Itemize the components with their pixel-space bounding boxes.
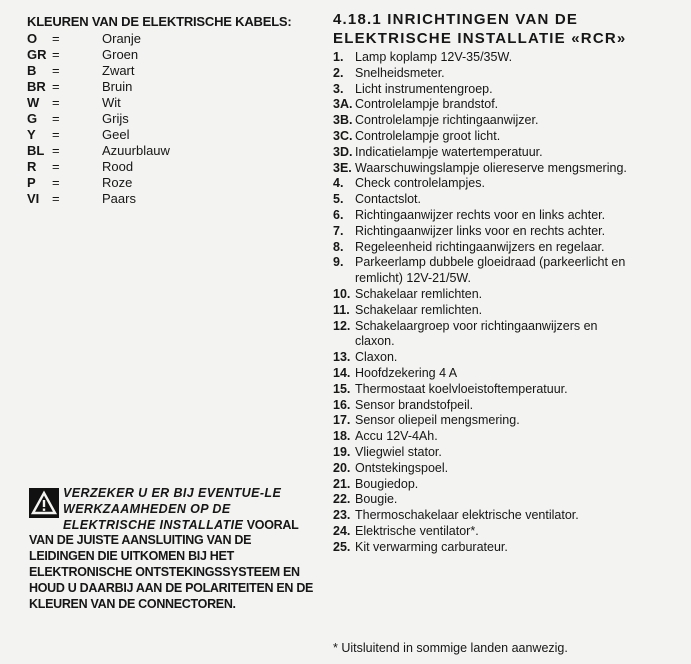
cable-color-list — [27, 31, 317, 207]
component-item — [333, 161, 633, 177]
equals-sign: = — [52, 95, 60, 110]
color-code: W — [27, 95, 40, 110]
component-number: 1. — [333, 50, 344, 64]
component-number: 17. — [333, 413, 351, 428]
component-item — [333, 398, 633, 414]
component-number: 24. — [333, 523, 351, 538]
color-row — [27, 159, 317, 175]
component-text: Controlelampje groot licht. — [355, 128, 501, 143]
component-item — [333, 224, 633, 240]
component-text: Bougie. — [355, 492, 398, 507]
cable-colors-title: KLEUREN VAN DE ELEKTRISCHE KABELS: — [27, 14, 292, 29]
component-item — [333, 255, 633, 287]
warning-block — [29, 486, 317, 612]
color-row — [27, 191, 317, 207]
color-code: P — [27, 175, 36, 190]
color-code: G — [27, 111, 38, 126]
component-item — [333, 445, 633, 461]
component-number: 3. — [333, 81, 344, 96]
component-item — [333, 303, 633, 319]
component-list — [333, 50, 633, 556]
component-number: 6. — [333, 207, 344, 222]
color-row — [27, 143, 317, 159]
component-item — [333, 240, 633, 256]
component-text: Bougiedop. — [355, 476, 419, 491]
color-name: Geel — [102, 127, 130, 142]
component-item — [333, 429, 633, 445]
color-name: Oranje — [102, 31, 142, 46]
component-text: Kit verwarming carburateur. — [355, 539, 508, 554]
component-number: 2. — [333, 65, 344, 80]
color-name: Bruin — [102, 79, 133, 94]
color-code: GR — [27, 47, 47, 62]
section-title-line-2: ELEKTRISCHE INSTALLATIE «RCR» — [333, 30, 627, 47]
component-number: 20. — [333, 460, 351, 475]
component-item — [333, 350, 633, 366]
section-title — [333, 10, 633, 48]
component-item — [333, 50, 633, 66]
component-text: Ontstekingspoel. — [355, 460, 449, 475]
color-code: O — [27, 31, 38, 46]
component-item — [333, 208, 633, 224]
component-item — [333, 129, 633, 145]
component-item — [333, 145, 633, 161]
component-text: Hoofdzekering 4 A — [355, 365, 458, 380]
equals-sign: = — [52, 143, 60, 158]
component-text: Controlelampje richtingaanwijzer. — [355, 113, 539, 128]
footnote: * Uitsluitend in sommige landen aanwezig. — [333, 641, 568, 655]
component-number: 15. — [333, 381, 351, 396]
color-row — [27, 63, 317, 79]
color-code: B — [27, 63, 37, 78]
component-number: 18. — [333, 429, 351, 444]
component-number: 5. — [333, 192, 344, 207]
color-name: Paars — [102, 191, 136, 206]
component-text: Contactslot. — [355, 192, 422, 207]
component-text: Claxon. — [355, 350, 398, 365]
component-item — [333, 524, 633, 540]
color-row — [27, 31, 317, 47]
color-name: Rood — [102, 159, 134, 174]
component-number: 19. — [333, 444, 351, 459]
component-number: 12. — [333, 318, 351, 333]
component-text: Waarschuwingslampje oliereserve mengsmering. — [355, 160, 627, 175]
component-number: 3E. — [333, 160, 352, 175]
color-row — [27, 47, 317, 63]
component-text: Schakelaargroep voor richtingaanwijzers en claxon. — [355, 318, 598, 349]
color-code: R — [27, 159, 37, 174]
component-item — [333, 113, 633, 129]
component-number: 11. — [333, 302, 350, 317]
color-row — [27, 127, 317, 143]
color-name: Grijs — [102, 111, 129, 126]
component-item — [333, 287, 633, 303]
component-text: Vliegwiel stator. — [355, 444, 442, 459]
component-item — [333, 66, 633, 82]
warning-emphasis: VERZEKER U ER BIJ EVENTUE-LE WERKZAAMHEDEN OP DE ELEKTRISCHE INSTALLATIE — [63, 486, 282, 532]
color-name: Groen — [102, 47, 139, 62]
component-text: Indicatielampje watertemperatuur. — [355, 144, 543, 159]
component-item — [333, 319, 633, 351]
component-text: Richtingaanwijzer rechts voor en links achter. — [355, 207, 606, 222]
color-name: Azuurblauw — [102, 143, 170, 158]
warning-icon — [29, 488, 59, 518]
component-text: Check controlelampjes. — [355, 176, 485, 191]
component-item — [333, 382, 633, 398]
component-number: 23. — [333, 508, 351, 523]
component-text: Richtingaanwijzer links voor en rechts achter. — [355, 223, 606, 238]
component-number: 3A. — [333, 97, 353, 112]
equals-sign: = — [52, 79, 60, 94]
component-text: Thermostaat koelvloeistoftemperatuur. — [355, 381, 568, 396]
component-text: Licht instrumentengroep. — [355, 81, 493, 96]
color-row — [27, 79, 317, 95]
component-item — [333, 366, 633, 382]
equals-sign: = — [52, 175, 60, 190]
color-code: Y — [27, 127, 36, 142]
equals-sign: = — [52, 127, 60, 142]
equals-sign: = — [52, 63, 60, 78]
component-number: 25. — [333, 539, 351, 554]
color-row — [27, 95, 317, 111]
equals-sign: = — [52, 191, 60, 206]
warning-text: VOORAL VAN DE JUISTE AANSLUITING VAN DE LEIDINGEN DIE UITKOMEN BIJ HET ELEKTRONISCHE ONTSTEKINGSSYSTEEM EN HOUD U DAARBIJ AAN DE POLARITEITEN EN DE KLEUREN VAN DE CONNECTOREN. — [29, 517, 314, 611]
component-number: 3D. — [333, 144, 353, 159]
component-number: 16. — [333, 397, 351, 412]
component-number: 10. — [333, 286, 351, 301]
equals-sign: = — [52, 47, 60, 62]
component-number: 22. — [333, 492, 351, 507]
component-item — [333, 192, 633, 208]
component-item — [333, 413, 633, 429]
component-text: Parkeerlamp dubbele gloeidraad (parkeerlicht en remlicht) 12V-21/5W. — [355, 255, 626, 286]
component-text: Thermoschakelaar elektrische ventilator. — [355, 508, 579, 523]
component-item — [333, 461, 633, 477]
color-code: BR — [27, 79, 46, 94]
component-item — [333, 540, 633, 556]
component-text: Accu 12V-4Ah. — [355, 429, 438, 444]
component-text: Schakelaar remlichten. — [355, 302, 483, 317]
component-item — [333, 508, 633, 524]
component-number: 21. — [333, 476, 351, 491]
component-item — [333, 477, 633, 493]
component-item — [333, 176, 633, 192]
component-item — [333, 82, 633, 98]
component-number: 9. — [333, 255, 344, 270]
component-text: Regeleenheid richtingaanwijzers en regelaar. — [355, 239, 605, 254]
component-number: 13. — [333, 350, 351, 365]
component-text: Controlelampje brandstof. — [355, 97, 499, 112]
equals-sign: = — [52, 31, 60, 46]
color-name: Wit — [102, 95, 121, 110]
component-number: 14. — [333, 365, 351, 380]
component-item — [333, 97, 633, 113]
component-text: Elektrische ventilator*. — [355, 523, 479, 538]
color-code: VI — [27, 191, 40, 206]
component-text: Sensor oliepeil mengsmering. — [355, 413, 520, 428]
color-row — [27, 111, 317, 127]
component-number: 8. — [333, 239, 344, 254]
component-text: Sensor brandstofpeil. — [355, 397, 474, 412]
color-name: Zwart — [102, 63, 135, 78]
component-number: 3C. — [333, 128, 353, 143]
installation-section — [333, 10, 633, 556]
color-code: BL — [27, 143, 45, 158]
component-text: Snelheidsmeter. — [355, 65, 445, 80]
component-number: 4. — [333, 176, 344, 191]
color-row — [27, 175, 317, 191]
equals-sign: = — [52, 111, 60, 126]
color-name: Roze — [102, 175, 133, 190]
component-text: Schakelaar remlichten. — [355, 286, 483, 301]
component-item — [333, 492, 633, 508]
section-title-line-1: 4.18.1 INRICHTINGEN VAN DE — [333, 11, 579, 28]
equals-sign: = — [52, 159, 60, 174]
cable-colors-block — [27, 14, 317, 207]
component-number: 7. — [333, 223, 344, 238]
component-text: Lamp koplamp 12V-35/35W. — [355, 50, 513, 64]
component-number: 3B. — [333, 113, 353, 128]
